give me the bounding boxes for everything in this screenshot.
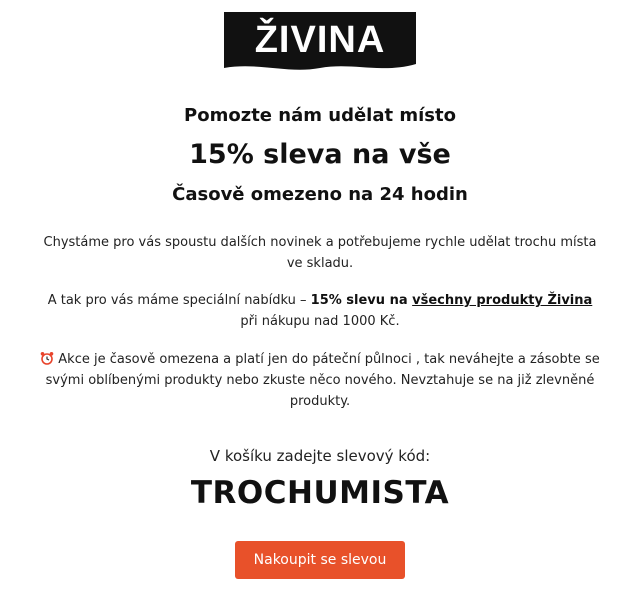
offer-paragraph xyxy=(40,290,600,332)
shop-with-discount-button[interactable]: Nakoupit se slevou xyxy=(235,541,405,579)
headline-discount: 15% sleva na vše xyxy=(189,139,451,170)
offer-condition: při nákupu nad 1000 Kč. xyxy=(240,314,400,329)
headline-time-limit: Časově omezeno na 24 hodin xyxy=(172,184,468,205)
coupon-code: TROCHUMISTA xyxy=(190,475,450,511)
coupon-prompt: V košíku zadejte slevový kód: xyxy=(209,447,431,465)
headline-intro: Pomozte nám udělat místo xyxy=(184,105,456,126)
offer-text: A tak pro vás máme speciální nabídku – xyxy=(47,293,311,308)
brand-logo-text: ŽIVINA xyxy=(254,19,386,61)
offer-discount: 15% slevu na xyxy=(310,293,413,308)
deadline-text: Akce je časově omezena a platí jen do páteční půlnoci , tak neváhejte a zásobte se svými oblíbenými produkty nebo zkuste něco nového. Nevztahuje se na již zlevněné produkty. xyxy=(45,352,600,409)
intro-paragraph: Chystáme pro vás spoustu dalších novinek a potřebujeme rychle udělat trochu místa ve skladu. xyxy=(43,235,597,271)
brand-logo[interactable] xyxy=(222,8,418,72)
alarm-clock-icon xyxy=(40,351,54,365)
deadline-paragraph xyxy=(40,349,600,412)
all-products-link[interactable]: všechny produkty Živina xyxy=(412,293,593,308)
